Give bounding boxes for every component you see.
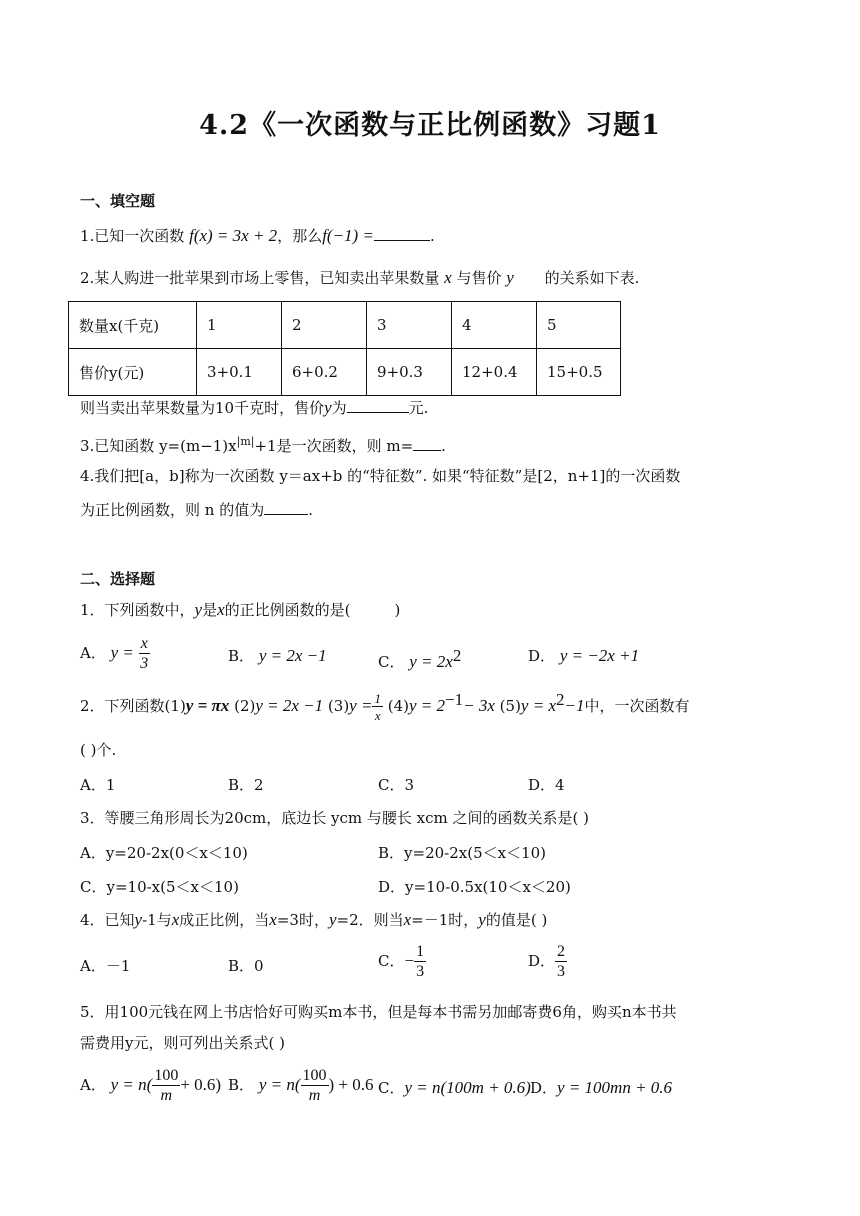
- option-label: A．: [80, 1076, 106, 1094]
- q3-text-c: .: [441, 437, 446, 455]
- answer-blank[interactable]: [264, 500, 308, 515]
- choice-question-1: [80, 600, 400, 620]
- choice-q1-option-d[interactable]: [528, 646, 639, 666]
- choice-question-5-line1: 5．用100元钱在网上书店恰好可购买m本书，但是每本书需另加邮寄费6角，购买n本书共: [80, 1003, 677, 1021]
- choice-q1-option-b[interactable]: [228, 646, 327, 666]
- fraction-denominator: 3: [140, 655, 149, 672]
- q1-text-d: ): [394, 601, 401, 619]
- fraction: [139, 636, 150, 672]
- q2-after-b: 为: [331, 399, 347, 417]
- q2-formula-4-tail: − 3x: [463, 696, 495, 715]
- fraction: [372, 692, 383, 722]
- fill-question-1: [80, 226, 435, 246]
- var-x: x: [403, 910, 412, 929]
- q2-text-c: (3): [327, 697, 350, 715]
- fraction: [301, 1068, 329, 1104]
- price-table: [68, 301, 621, 396]
- fraction-numerator: 1: [416, 943, 425, 960]
- fill-question-2-after: [80, 398, 428, 418]
- option-label: C．: [378, 952, 405, 970]
- q2-text-f: 中，一次函数有: [584, 697, 690, 715]
- option-formula: y = n(: [110, 1075, 153, 1094]
- q1-formula-2: f(−1) =: [322, 226, 374, 245]
- option-label: D．: [530, 1079, 558, 1097]
- var-y: y: [194, 600, 203, 619]
- q1-mid: ，那么: [277, 227, 323, 245]
- q2-formula-1: y = πx: [185, 696, 230, 715]
- q2-formula-5-tail: −1: [564, 696, 585, 715]
- var-x: x: [171, 910, 180, 929]
- exponent: 2: [452, 646, 462, 665]
- table-cell: 1: [197, 302, 282, 349]
- fill-question-3: [80, 432, 446, 456]
- q2-text-c: 的关系如下表.: [544, 269, 640, 287]
- q4-text-a: 为正比例函数，则 n 的值为: [80, 501, 265, 519]
- table-row: [69, 302, 621, 349]
- option-label: B．: [228, 1076, 255, 1094]
- option-formula: y = −2x +1: [559, 646, 640, 665]
- table-cell: 数量x(千克): [69, 302, 197, 349]
- table-cell: 5: [537, 302, 621, 349]
- q2-after-a: 则当卖出苹果数量为10千克时，售价: [80, 399, 325, 417]
- table-cell: 9+0.3: [367, 349, 452, 396]
- q1-end: .: [429, 227, 435, 245]
- q1-prefix: 1.已知一次函数: [80, 227, 185, 245]
- var-y: y: [134, 910, 143, 929]
- var-y: y: [506, 268, 514, 287]
- q2-text-e: (5): [499, 697, 521, 715]
- fraction: [555, 944, 567, 980]
- section-heading-choice: 二、选择题: [80, 570, 156, 588]
- minus-sign: −: [404, 951, 415, 970]
- page-title: 4.2《一次函数与正比例函数》习题1: [199, 110, 661, 141]
- table-cell: 12+0.4: [452, 349, 537, 396]
- q1-formula: f(x) = 3x + 2: [189, 226, 278, 245]
- var-y: y: [324, 398, 332, 417]
- choice-q2-option-c[interactable]: C．3: [378, 776, 415, 794]
- table-cell: 售价y(元): [69, 349, 197, 396]
- fill-question-4-line1: 4.我们把[a，b]称为一次函数 y＝ax+b 的“特征数”. 如果“特征数”是[2，n+1]的一次函数: [80, 467, 681, 485]
- choice-q1-option-a[interactable]: [80, 636, 150, 672]
- fraction-numerator: 100: [302, 1067, 327, 1084]
- exponent: −1: [445, 690, 464, 709]
- option-label: C．: [378, 653, 405, 671]
- choice-question-2: [80, 690, 689, 722]
- var-x: x: [217, 600, 225, 619]
- choice-q5-option-a[interactable]: [80, 1068, 221, 1104]
- var-y: y: [478, 910, 486, 929]
- table-cell: 15+0.5: [537, 349, 621, 396]
- var-y: y: [328, 910, 337, 929]
- var-x: x: [444, 268, 452, 287]
- option-formula-tail: + 0.6): [180, 1075, 222, 1094]
- q2-formula-4: y = 2: [408, 696, 446, 715]
- table-row: [69, 349, 621, 396]
- table-cell: 6+0.2: [282, 349, 367, 396]
- exponent: 2: [555, 690, 565, 709]
- table-cell: 3+0.1: [197, 349, 282, 396]
- option-formula: y =: [110, 643, 134, 662]
- q4-text: 的值是( ): [485, 911, 548, 929]
- option-formula: y = 2x: [409, 652, 453, 671]
- choice-q5-option-d[interactable]: [530, 1078, 672, 1098]
- q4-text: -1与: [142, 911, 172, 929]
- fraction-numerator: 100: [154, 1067, 179, 1084]
- q4-text: 4．已知: [80, 911, 135, 929]
- q4-text: =2．则当: [336, 911, 404, 929]
- fill-question-2: [80, 268, 639, 288]
- q2-text-a: 2．下列函数(1): [80, 697, 186, 715]
- q2-text-d: (4): [387, 697, 409, 715]
- choice-question-3: 3．等腰三角形周长为20cm，底边长 ycm 与腰长 xcm 之间的函数关系是( ): [80, 809, 589, 827]
- choice-q5-option-b[interactable]: [228, 1068, 374, 1104]
- q2-formula-2: y = 2x −1: [255, 696, 324, 715]
- choice-q5-option-c[interactable]: [378, 1078, 531, 1098]
- fraction: [152, 1068, 180, 1104]
- choice-q2-option-a[interactable]: A．1: [80, 776, 116, 794]
- q2-after-c: 元.: [408, 399, 429, 417]
- choice-q2-option-b[interactable]: B．2: [228, 776, 264, 794]
- table-cell: 2: [282, 302, 367, 349]
- fraction-denominator: m: [308, 1087, 321, 1104]
- q3-text-a: 3.已知函数 y=(m−1)x: [80, 437, 237, 455]
- fraction-numerator: 2: [557, 943, 566, 960]
- choice-q4-option-c[interactable]: [378, 944, 426, 980]
- q1-text-a: 1．下列函数中，: [80, 601, 195, 619]
- choice-q3-option-d[interactable]: D．y=10-0.5x(10＜x＜20): [378, 878, 571, 896]
- fraction-denominator: m: [160, 1087, 173, 1104]
- q1-text-b: 是: [202, 601, 218, 619]
- q4-text: =－1时，: [411, 911, 479, 929]
- option-label: D．: [528, 647, 556, 665]
- choice-question-4: [80, 910, 547, 930]
- q2-text-b: (2): [234, 697, 256, 715]
- choice-question-5-line2: 需费用y元，则可列出关系式( ): [80, 1034, 285, 1052]
- option-label: A．: [80, 644, 106, 662]
- option-label: B．: [228, 647, 255, 665]
- q2-text-b: 与售价: [456, 269, 502, 287]
- option-formula: y = n(: [258, 1075, 301, 1094]
- option-label: D．: [528, 952, 556, 970]
- choice-q4-option-b[interactable]: B．0: [228, 957, 264, 975]
- fraction-denominator: 3: [557, 963, 566, 980]
- fill-question-4-line2: [80, 500, 313, 520]
- table-cell: 4: [452, 302, 537, 349]
- answer-blank[interactable]: [347, 398, 409, 413]
- table-cell: 3: [367, 302, 452, 349]
- choice-q3-option-a[interactable]: A．y=20-2x(0＜x＜10): [80, 844, 248, 862]
- fraction: [414, 944, 426, 980]
- q2-formula-3: y =: [349, 696, 373, 715]
- option-label: C．: [378, 1079, 405, 1097]
- choice-q4-option-d[interactable]: [528, 944, 567, 980]
- q2-text-a: 2.某人购进一批苹果到市场上零售，已知卖出苹果数量: [80, 269, 440, 287]
- answer-blank[interactable]: [413, 436, 441, 451]
- choice-q3-option-b[interactable]: B．y=20-2x(5＜x＜10): [378, 844, 547, 862]
- option-formula-tail: ) + 0.6: [328, 1075, 374, 1094]
- answer-blank[interactable]: [374, 226, 430, 241]
- choice-q3-option-c[interactable]: C．y=10-x(5＜x＜10): [80, 878, 239, 896]
- fraction-denominator: x: [374, 708, 381, 723]
- q2-formula-5: y = x: [520, 696, 556, 715]
- q3-exponent: |m|: [236, 435, 255, 448]
- q4-text: =3时，: [276, 911, 329, 929]
- q3-text-b: +1是一次函数，则 m=: [254, 437, 414, 455]
- var-x: x: [269, 910, 277, 929]
- q1-text-c: 的正比例函数的是(: [224, 601, 351, 619]
- option-formula: y = 100mn + 0.6: [557, 1078, 673, 1097]
- choice-q1-option-c[interactable]: [378, 646, 461, 672]
- choice-question-2-line2: ( )个.: [80, 741, 117, 759]
- q4-text-b: .: [308, 501, 313, 519]
- option-formula: y = n(100m + 0.6): [404, 1078, 531, 1097]
- fraction-denominator: 3: [416, 963, 425, 980]
- choice-q2-option-d[interactable]: D．4: [528, 776, 565, 794]
- choice-q4-option-a[interactable]: A．－1: [80, 957, 131, 975]
- fraction-numerator: 1: [374, 691, 381, 706]
- option-formula: y = 2x −1: [258, 646, 327, 665]
- fraction-numerator: x: [140, 635, 148, 652]
- section-heading-fill-in: 一、填空题: [80, 192, 156, 210]
- q4-text: 成正比例，当: [179, 911, 270, 929]
